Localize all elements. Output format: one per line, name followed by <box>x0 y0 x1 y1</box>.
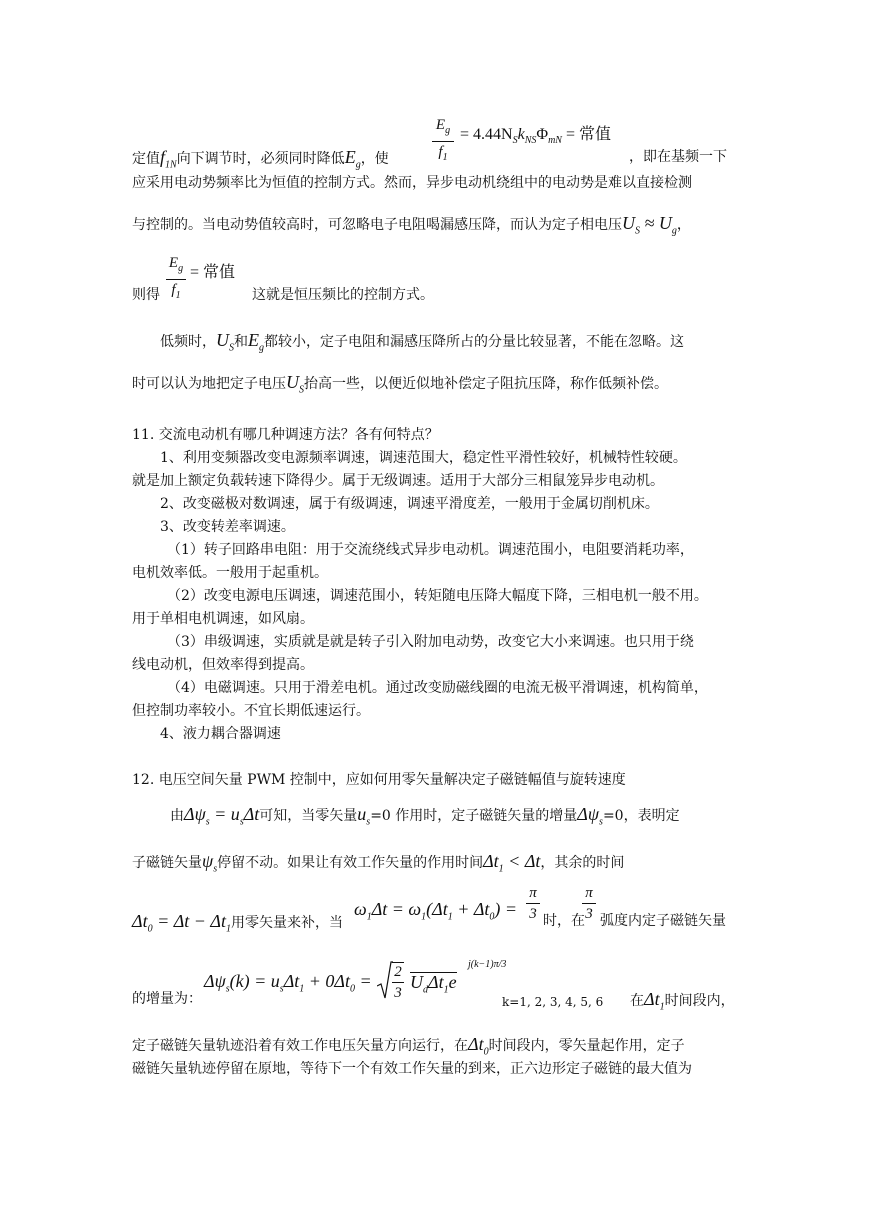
sqrt-fraction: 2 3 <box>392 962 404 1002</box>
s12-line-3: $\Delta t_0 = \Delta t - \Delta t_1$用零矢量来补，当 <box>132 911 344 935</box>
s11-line-6: 电机效率低。一般用于起重机。 <box>132 565 328 581</box>
text: 向下调节时，必须同时降低 <box>176 151 345 167</box>
s12-line-3-end: 弧度内定子磁链矢量 <box>600 913 726 929</box>
s12-line-3-mid: 时，在 <box>543 913 585 929</box>
formula-exponent: j(k−1)π/3 <box>468 959 507 970</box>
s11-line-5: （1）转子回路串电阻：用于交流绕线式异步电动机。调速范围小，电阻要消耗功率， <box>167 542 694 558</box>
formula-const: = 常值 <box>190 264 236 281</box>
formula-444: = $4.44N_Sk_{NS}\Phi_{mN}$ = 常值 <box>460 126 611 147</box>
s10-para-3: 时可以认为地把定子电压$U_S$抬高一些，以便近似地补偿定子阻抗压降，称作低频补偿。 <box>132 372 668 396</box>
s11-line-8: 用于单相电机调速，如风扇。 <box>132 611 314 627</box>
s11-line-7: （2）改变电源电压调速，调速范围小，转矩随电压降大幅度下降，三相电机一般不用。 <box>167 588 708 604</box>
s12-line-2: 子磁链矢量$\psi_s$停留不动。如果让有效工作矢量的作用时间$\Delta t_1 < \Delta t$，其余的时间 <box>132 851 625 875</box>
s11-line-4: 3、改变转差率调速。 <box>160 519 295 535</box>
text: 定值 <box>132 151 160 167</box>
s11-line-2: 就是加上额定负载转速下降得少。属于无级调速。适用于大部分三相鼠笼异步电动机。 <box>132 473 664 489</box>
formula-ud: $U_d\Delta t_1e$ <box>410 972 457 1000</box>
formula-increment: $\Delta\psi_s(k) = u_s\Delta t_1 + 0\Delta t_0$ = <box>204 971 372 995</box>
fraction-eg-f1-2: $E_g$ $f_1$ <box>166 254 186 305</box>
s10-line-3: 与控制的。当电动势值较高时，可忽略电子电阻喝漏感压降，而认为定子相电压$U_S \approx U_g$， <box>132 213 691 237</box>
formula-omega: $\omega_1\Delta t = \omega_1(\Delta t_1 + \Delta t_0)$ = <box>354 899 518 923</box>
s12-line-4-label: 的增量为： <box>132 991 202 1007</box>
math-f1n: $f_{1N}$ <box>160 147 177 171</box>
s11-line-11: （4）电磁调速。只用于滑差电机。通过改变励磁线圈的电流无极平滑调速，机构简单， <box>167 680 708 696</box>
section-11-title: 11. 交流电动机有哪几种调速方法？各有何特点？ <box>132 427 439 443</box>
s11-line-10: 线电动机，但效率得到提高。 <box>132 657 314 673</box>
s10-line-1 <box>132 148 389 175</box>
section-12-title: 12. 电压空间矢量 PWM 控制中，应如何用零矢量解决定子磁链幅值与旋转速度 <box>132 772 626 788</box>
k-values: k=1, 2, 3, 4, 5, 6 <box>502 995 604 1009</box>
fraction-pi-3: π 3 <box>526 884 540 923</box>
text: ，使 <box>360 151 389 167</box>
s12-line-6: 磁链矢量轨迹停留在原地，等待下一个有效工作矢量的到来，正六边形定子磁链的最大值为 <box>132 1061 692 1077</box>
s12-line-1: 由$\Delta\psi_s = u_s\Delta t$可知，当零矢量$u_s=0$ 作用时，定子磁链矢量的增量$\Delta\psi_s=0$，表明定 <box>170 804 680 828</box>
s12-line-5: 定子磁链矢量轨迹沿着有效工作电压矢量方向运行，在$\Delta t_0$时间段内，零矢量起作用，定子 <box>132 1034 685 1058</box>
s11-line-12: 但控制功率较小。不宜长期低速运行。 <box>132 703 370 719</box>
s10-line-4-label: 则得 <box>132 287 160 303</box>
s11-line-3: 2、改变磁极对数调速，属于有级调速，调速平滑度差，一般用于金属切削机床。 <box>160 496 659 512</box>
sqrt-symbol <box>377 960 393 1000</box>
math-eg: $E_g$ <box>344 147 361 171</box>
fraction-eg-f1: $E_g$ $f_1$ <box>432 116 454 167</box>
fraction-pi-3-2: π 3 <box>582 884 596 923</box>
s10-line-2: 应采用电动势频率比为恒值的控制方式。然而，异步电动机绕组中的电动势是难以直接检测 <box>132 175 692 191</box>
s12-line-4-end: 在$\Delta t_1$时间段内， <box>630 989 735 1013</box>
s10-para-2: 低频时，$U_S$和$E_g$都较小，定子电阻和漏感压降所占的分量比较显著，不能在忽略。这 <box>160 330 684 354</box>
s11-line-1: 1、利用变频器改变电源频率调速，调速范围大，稳定性平滑性较好，机械特性较硬。 <box>160 450 687 466</box>
s11-line-9: （3）串级调速，实质就是就是转子引入附加电动势，改变它大小来调速。也只用于绕 <box>167 634 694 650</box>
s11-line-13: 4、液力耦合器调速 <box>160 726 281 742</box>
s10-line-4-text: 这就是恒压频比的控制方式。 <box>252 287 434 303</box>
s10-line-1-end: ，即在基频一下 <box>629 149 727 165</box>
